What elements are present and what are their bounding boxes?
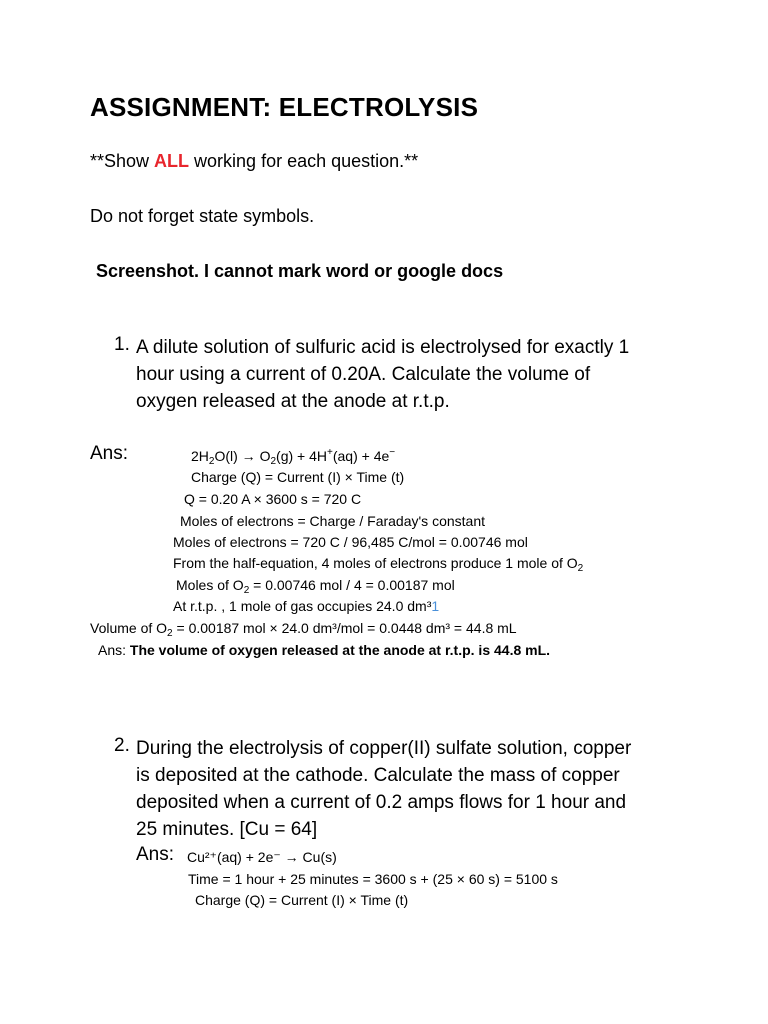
instruction-suffix: working for each question.**: [189, 151, 419, 171]
instruction-show-working: [90, 151, 418, 172]
instruction-state-symbols: Do not forget state symbols.: [90, 206, 315, 226]
question-1-line-1: A dilute solution of sulfuric acid is electrolysed for exactly 1: [136, 337, 630, 358]
q1-charge-value: Q = 0.20 A × 3600 s = 720 C: [184, 491, 362, 507]
question-1-number: 1.: [114, 334, 130, 355]
question-2-ans-label: Ans:: [136, 844, 175, 865]
q1-volume-calculation: Volume of $O_2 = 0.00187$ mol × 24.0 dm³/mol = 0.0448 dm³ = 44.8 mL: [90, 620, 517, 639]
question-2-line-1: During the electrolysis of copper(II) sulfate solution, copper: [136, 738, 632, 759]
footnote-reference: 1: [431, 598, 440, 614]
final-answer-label: Ans:: [98, 642, 130, 658]
final-answer-text: The volume of oxygen released at the anode at r.t.p. is 44.8 mL.: [129, 642, 551, 658]
question-2-number: 2.: [114, 735, 130, 756]
question-1-line-3: oxygen released at the anode at r.t.p.: [136, 391, 450, 412]
q2-time-calculation: Time = 1 hour + 25 minutes = 3600 s + (25 × 60 s) = 5100 s: [188, 871, 558, 887]
q1-rtp-statement: At r.t.p. , 1 mole of gas occupies 24.0 dm³1: [173, 598, 440, 614]
q2-half-equation: Cu²⁺(aq) + 2e⁻ → Cu(s): [187, 849, 337, 865]
q1-moles-oxygen: Moles of $O_2 = 0.00746$ mol / 4 = 0.00187 mol: [176, 577, 455, 596]
page-title: ASSIGNMENT: ELECTROLYSIS: [90, 92, 479, 122]
question-1-line-2: hour using a current of 0.20A. Calculate the volume of: [136, 364, 591, 385]
q1-moles-value: Moles of electrons = 720 C / 96,485 C/mol = 0.00746 mol: [173, 534, 528, 550]
question-2-line-2: is deposited at the cathode. Calculate the mass of copper: [136, 765, 620, 786]
instruction-prefix: **Show: [90, 151, 155, 171]
q1-half-equation: $2H_2O(l) \to O_2(g) + 4H^+(aq) + 4e^-$: [191, 447, 396, 467]
q1-moles-formula: Moles of electrons = Charge / Faraday's constant: [180, 513, 485, 529]
q1-charge-formula: Charge (Q) = Current (I) × Time (t): [191, 469, 405, 485]
q2-charge-formula: Charge (Q) = Current (I) × Time (t): [195, 892, 409, 908]
q1-half-equation-ratio: From the half-equation, 4 moles of electrons produce 1 mole of $O_2$: [173, 555, 584, 574]
question-2-line-4: 25 minutes. [Cu = 64]: [136, 819, 318, 840]
question-1-ans-label: Ans:: [90, 443, 129, 464]
instruction-screenshot-note: Screenshot. I cannot mark word or google docs: [96, 261, 504, 281]
instruction-emphasis: ALL: [154, 151, 190, 171]
q1-final-answer: [98, 642, 550, 658]
question-2-line-3: deposited when a current of 0.2 amps flows for 1 hour and: [136, 792, 627, 813]
